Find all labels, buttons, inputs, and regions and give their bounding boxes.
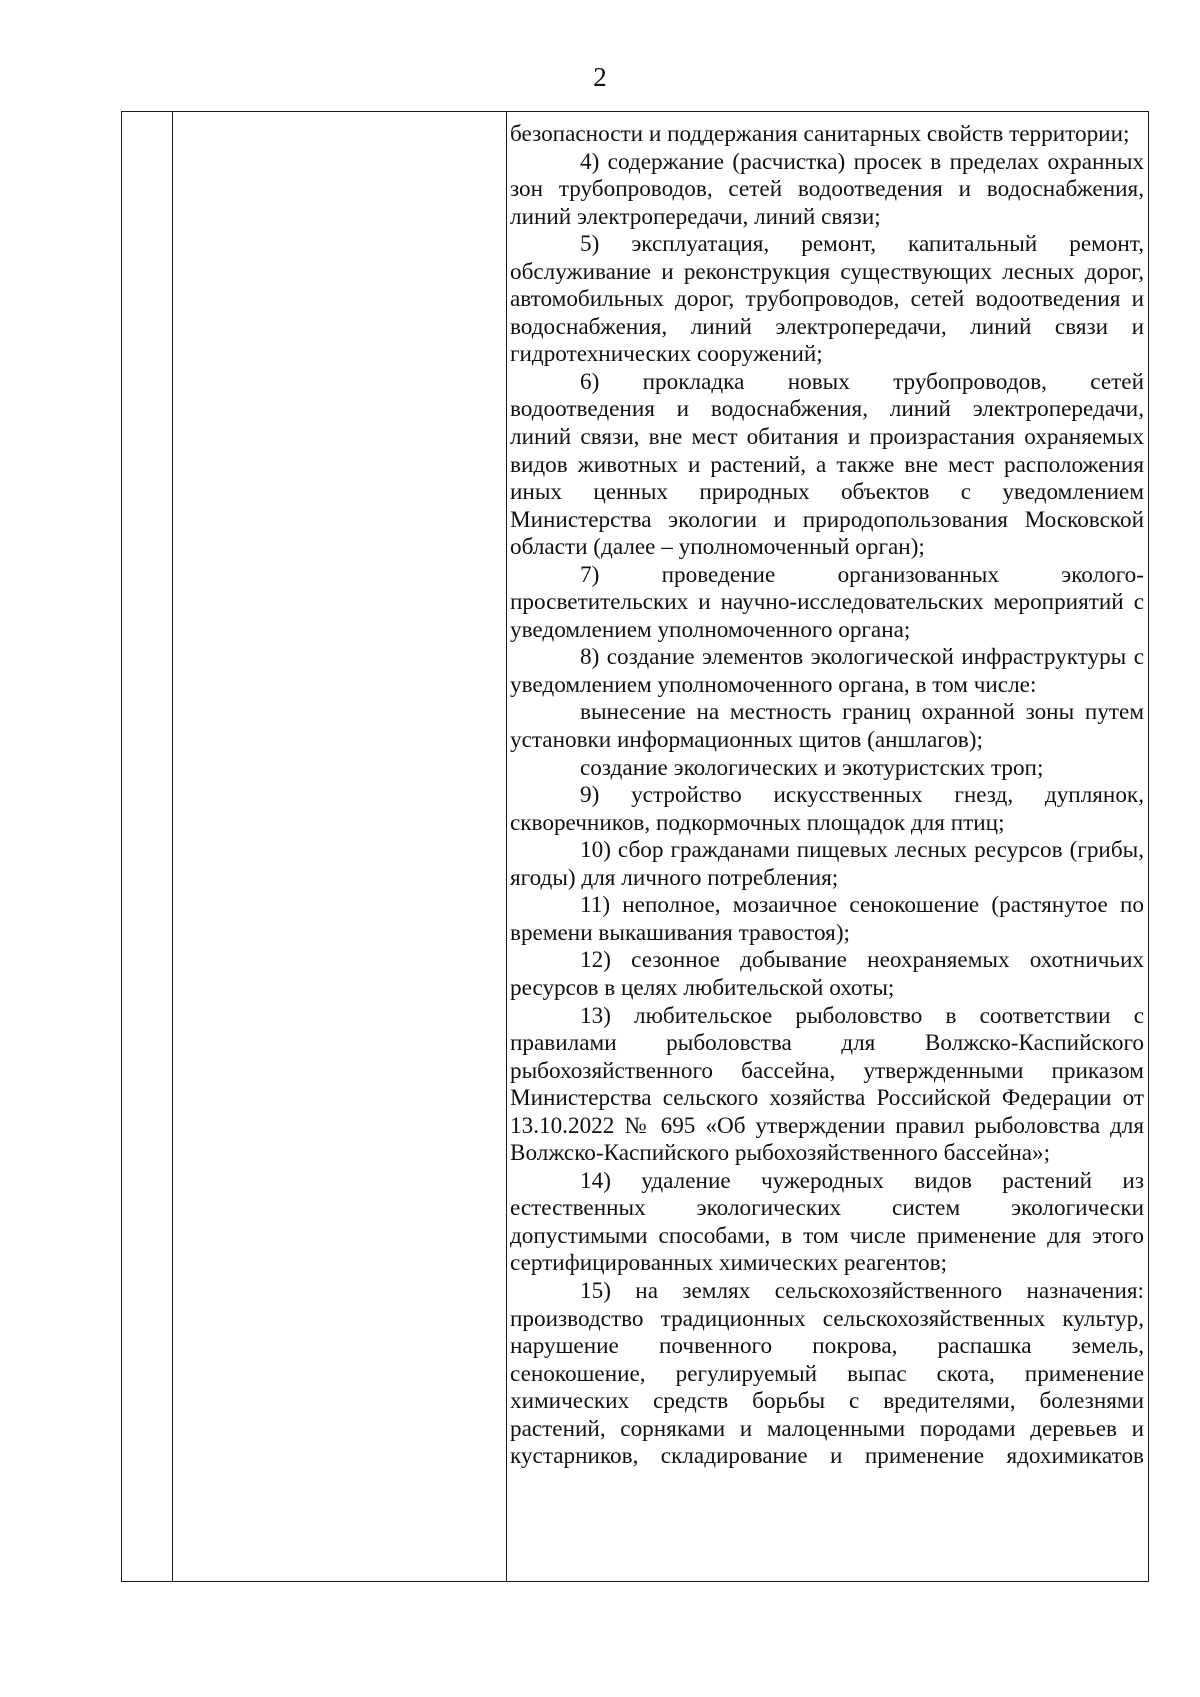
- permitted-activities-cell: [510, 121, 1144, 1471]
- activity-paragraph: 5) эксплуатация, ремонт, капитальный ремонт, обслуживание и реконструкция существующих лесных дорог, автомобильных дорог, трубопроводов, сетей водоотведения и водоснабжения, линий электропередачи, линий связи и гидротехнических сооружений;: [510, 231, 1144, 368]
- activity-paragraph: 6) прокладка новых трубопроводов, сетей водоотведения и водоснабжения, линий электропередачи, линий связи, вне мест обитания и произрастания охраняемых видов животных и растений, а также вне мест расположения иных ценных природных объектов с уведомлением Министерства экологии и природопользования Московской области (далее – уполномоченный орган);: [510, 368, 1144, 561]
- activity-paragraph: 10) сбор гражданами пищевых лесных ресурсов (грибы, ягоды) для личного потребления;: [510, 837, 1144, 891]
- activity-paragraph: 7) проведение организованных эколого-просветительских и научно-исследовательских мероприятий с уведомлением уполномоченного органа;: [510, 561, 1144, 643]
- activity-paragraph: 12) сезонное добывание неохраняемых охотничьих ресурсов в целях любительской охоты;: [510, 947, 1144, 1001]
- page-number: 2: [593, 62, 607, 92]
- activity-paragraph: создание экологических и экотуристских троп;: [580, 754, 1044, 781]
- table-column-divider-1: [172, 112, 173, 1581]
- activity-paragraph: 8) создание элементов экологической инфраструктуры с уведомлением уполномоченного органа, в том числе:: [510, 644, 1144, 698]
- activity-paragraph: вынесение на местность границ охранной зоны путем установки информационных щитов (аншлагов);: [510, 699, 1144, 754]
- regime-table: [121, 111, 1149, 1582]
- activity-paragraph: 13) любительское рыболовство в соответствии с правилами рыболовства для Волжско-Каспийского рыбохозяйственного бассейна, утвержденными приказом Министерства сельского хозяйства Российской Федерации от 13.10.2022 № 695 «Об утверждении правил рыболовства для Волжско-Каспийского рыбохозяйственного бассейна»;: [510, 1002, 1144, 1167]
- activity-paragraph: безопасности и поддержания санитарных свойств территории;: [510, 121, 1130, 147]
- activity-paragraph: 14) удаление чужеродных видов растений из естественных экологических систем экологически допустимыми способами, в том числе применение для этого сертифицированных химических реагентов;: [510, 1167, 1144, 1277]
- table-column-divider-2: [506, 112, 507, 1581]
- activity-paragraph: 9) устройство искусственных гнезд, дуплянок, скворечников, подкормочных площадок для птиц;: [510, 782, 1144, 836]
- activity-paragraph: 15) на землях сельскохозяйственного назначения: производство традиционных сельскохозяйственных культур, нарушение почвенного покрова, распашка земель, сенокошение, регулируемый выпас скота, применение химических средств борьбы с вредителями, болезнями растений, сорняками и малоценными породами деревьев и кустарников, складирование и применение ядохимикатов: [510, 1277, 1144, 1470]
- activity-paragraph: 11) неполное, мозаичное сенокошение (растянутое по времени выкашивания травостоя);: [510, 892, 1144, 946]
- activity-paragraph: 4) содержание (расчистка) просек в пределах охранных зон трубопроводов, сетей водоотведения и водоснабжения, линий электропередачи, линий связи;: [510, 148, 1144, 230]
